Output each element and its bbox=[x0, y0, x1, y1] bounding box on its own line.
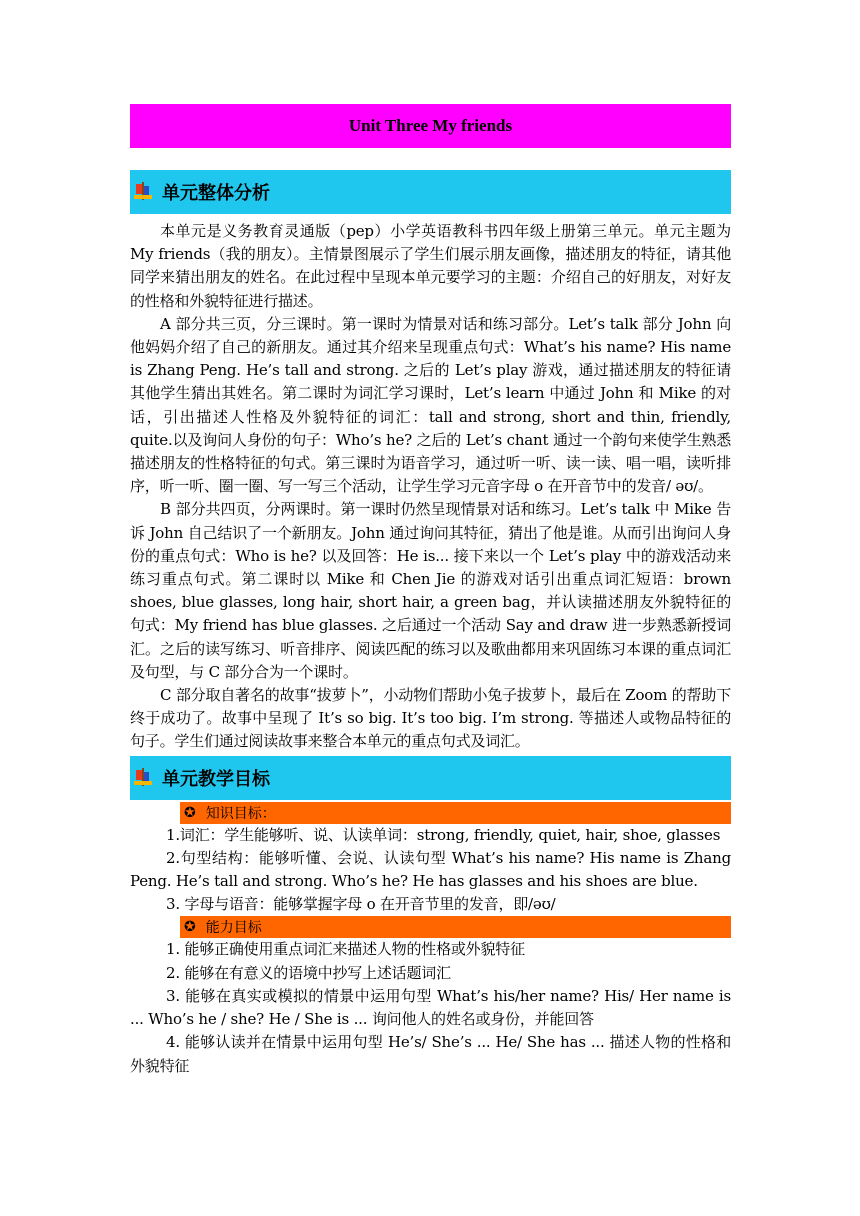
list-item: 2. 能够在有意义的语境中抄写上述话题词汇 bbox=[166, 963, 451, 982]
bookshelf-icon bbox=[134, 768, 154, 788]
paragraph: C 部分取自著名的故事“拔萝卜”，小动物们帮助小兔子拔萝卜，最后在 Zoom 的帮助下终于成功了。故事中呈现了 It’s so big. It’s too big. I’m strong. 等描述人或物品特征的句子。学生们通过阅读故事来整合本单元的重点句式及词汇。 bbox=[130, 686, 731, 751]
unit-title-banner bbox=[130, 104, 731, 148]
analysis-body bbox=[130, 220, 731, 754]
ability-goals-list bbox=[130, 938, 731, 1077]
section-heading-goals bbox=[130, 756, 731, 800]
section-heading-text: 单元整体分析 bbox=[162, 183, 270, 204]
ability-goals-bar bbox=[180, 916, 731, 938]
list-item: 4. 能够认读并在情景中运用句型 He’s/ She’s ... He/ She has ... 描述人物的性格和外貌特征 bbox=[130, 1033, 731, 1075]
document-page bbox=[130, 104, 731, 1078]
unit-title: Unit Three My friends bbox=[348, 116, 513, 135]
star-circle-icon: ✪ bbox=[184, 804, 196, 821]
list-item: 1. 能够正确使用重点词汇来描述人物的性格或外貌特征 bbox=[166, 940, 525, 959]
list-item: 2.句型结构：能够听懂、会说、认读句型 What’s his name? His name is Zhang Peng. He’s tall and strong. Who’s he? He has glasses and his shoes are blue. bbox=[130, 848, 731, 891]
list-item: 3. 能够在真实或模拟的情景中运用句型 What’s his/her name? His/ Her name is ... Who’s he / she? He / She is ... 询问他人的姓名或身份，并能回答 bbox=[130, 986, 731, 1029]
list-item: 3. 字母与语音：能够掌握字母 o 在开音节里的发音，即/əʊ/ bbox=[166, 895, 556, 914]
ability-goals-label: 能力目标 bbox=[205, 920, 262, 937]
paragraph: B 部分共四页，分两课时。第一课时仍然呈现情景对话和练习。Let’s talk 中 Mike 告诉 John 自己结识了一个新朋友。John 通过询问其特征，猜出了他是谁。从而引出询问人身份的重点句式：Who is he? 以及回答：He is... 接下来以一个 Let’s play 中的游戏活动来练习重点句式。第二课时以 Mike 和 Chen Jie 的游戏对话引出重点词汇短语：brown shoes, blue glasses, long hair, short hair, a green bag，并认读描述朋友外貌特征的句式：My friend has blue glasses. 之后通过一个活动 Say and draw 进一步熟悉新授词汇。之后的读写练习、听音排序、阅读匹配的练习以及歌曲都用来巩固练习本课的重点词汇及句型，与 C 部分合为一个课时。 bbox=[130, 500, 731, 681]
section-heading-text: 单元教学目标 bbox=[162, 768, 270, 790]
star-circle-icon: ✪ bbox=[184, 919, 196, 936]
knowledge-goals-bar bbox=[180, 802, 731, 824]
section-heading-analysis bbox=[130, 170, 731, 214]
knowledge-goals-label: 知识目标： bbox=[205, 805, 276, 822]
paragraph: 本单元是义务教育灵通版（pep）小学英语教科书四年级上册第三单元。单元主题为 My friends（我的朋友）。主情景图展示了学生们展示朋友画像，描述朋友的特征，请其他同学来猜出朋友的姓名。在此过程中呈现本单元要学习的主题：介绍自己的好朋友，对好友的性格和外貌特征进行描述。 bbox=[130, 222, 731, 310]
paragraph: A 部分共三页，分三课时。第一课时为情景对话和练习部分。Let’s talk 部分 John 向他妈妈介绍了自己的新朋友。通过其介绍来呈现重点句式：What’s his name? His name is Zhang Peng. He’s tall and strong. 之后的 Let’s play 游戏，通过描述朋友的特征请其他学生猜出其姓名。第二课时为词汇学习课时，Let’s learn 中通过 John 和 Mike 的对话，引出描述人性格及外貌特征的词汇：tall and strong, short and thin, friendly, quite.以及询问人身份的句子：Who’s he? 之后的 Let’s chant 通过一个韵句来使学生熟悉描述朋友的性格特征的句式。第三课时为语音学习，通过听一听、读一读、唱一唱，读听排序，听一听、圈一圈、写一写三个活动，让学生学习元音字母 o 在开音节中的发音/ əʊ/。 bbox=[130, 314, 731, 496]
list-item: 1.词汇：学生能够听、说、认读单词：strong, friendly, quiet, hair, shoe, glasses bbox=[166, 825, 721, 844]
knowledge-goals-list bbox=[130, 824, 731, 917]
bookshelf-icon bbox=[134, 182, 154, 202]
